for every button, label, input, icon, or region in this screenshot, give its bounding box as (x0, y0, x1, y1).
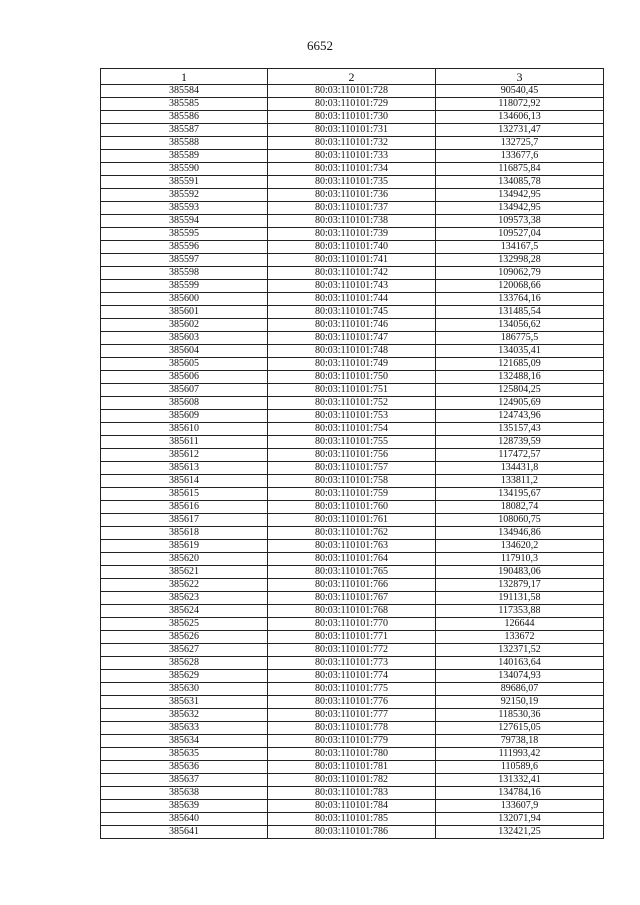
table-row (101, 358, 604, 371)
value-cell: 186775,5 (436, 332, 604, 345)
table-row (101, 449, 604, 462)
cadastral-number-cell: 80:03:110101:773 (268, 657, 436, 670)
column-header-1: 1 (101, 69, 268, 85)
table-row (101, 579, 604, 592)
table-row (101, 514, 604, 527)
value-cell: 116875,84 (436, 163, 604, 176)
value-cell: 132879,17 (436, 579, 604, 592)
row-number-cell: 385617 (101, 514, 268, 527)
table-row (101, 202, 604, 215)
row-number-cell: 385619 (101, 540, 268, 553)
table-row (101, 826, 604, 839)
cadastral-number-cell: 80:03:110101:766 (268, 579, 436, 592)
cadastral-number-cell: 80:03:110101:747 (268, 332, 436, 345)
row-number-cell: 385631 (101, 696, 268, 709)
value-cell: 134431,8 (436, 462, 604, 475)
cadastral-number-cell: 80:03:110101:777 (268, 709, 436, 722)
value-cell: 140163,64 (436, 657, 604, 670)
row-number-cell: 385620 (101, 553, 268, 566)
table-row (101, 384, 604, 397)
value-cell: 133811,2 (436, 475, 604, 488)
row-number-cell: 385618 (101, 527, 268, 540)
cadastral-number-cell: 80:03:110101:782 (268, 774, 436, 787)
row-number-cell: 385608 (101, 397, 268, 410)
row-number-cell: 385639 (101, 800, 268, 813)
value-cell: 111993,42 (436, 748, 604, 761)
table-row (101, 293, 604, 306)
table-row (101, 722, 604, 735)
value-cell: 134167,5 (436, 241, 604, 254)
value-cell: 125804,25 (436, 384, 604, 397)
value-cell: 134946,86 (436, 527, 604, 540)
cadastral-number-cell: 80:03:110101:731 (268, 124, 436, 137)
value-cell: 109527,04 (436, 228, 604, 241)
row-number-cell: 385590 (101, 163, 268, 176)
table-row (101, 215, 604, 228)
value-cell: 124905,69 (436, 397, 604, 410)
cadastral-number-cell: 80:03:110101:750 (268, 371, 436, 384)
value-cell: 133607,9 (436, 800, 604, 813)
cadastral-number-cell: 80:03:110101:786 (268, 826, 436, 839)
cadastral-number-cell: 80:03:110101:765 (268, 566, 436, 579)
row-number-cell: 385616 (101, 501, 268, 514)
row-number-cell: 385621 (101, 566, 268, 579)
row-number-cell: 385600 (101, 293, 268, 306)
value-cell: 90540,45 (436, 85, 604, 98)
table-row (101, 657, 604, 670)
table-row (101, 748, 604, 761)
table-row (101, 618, 604, 631)
value-cell: 132725,7 (436, 137, 604, 150)
value-cell: 109062,79 (436, 267, 604, 280)
table-row (101, 462, 604, 475)
table-body (101, 85, 604, 839)
cadastral-number-cell: 80:03:110101:757 (268, 462, 436, 475)
column-header-3: 3 (436, 69, 604, 85)
row-number-cell: 385596 (101, 241, 268, 254)
cadastral-number-cell: 80:03:110101:735 (268, 176, 436, 189)
row-number-cell: 385594 (101, 215, 268, 228)
cadastral-number-cell: 80:03:110101:733 (268, 150, 436, 163)
cadastral-number-cell: 80:03:110101:772 (268, 644, 436, 657)
table-row (101, 527, 604, 540)
row-number-cell: 385615 (101, 488, 268, 501)
table-row (101, 332, 604, 345)
table-row (101, 124, 604, 137)
cadastral-number-cell: 80:03:110101:771 (268, 631, 436, 644)
cadastral-number-cell: 80:03:110101:762 (268, 527, 436, 540)
row-number-cell: 385629 (101, 670, 268, 683)
page-number: 6652 (307, 38, 333, 53)
value-cell: 128739,59 (436, 436, 604, 449)
table-row (101, 800, 604, 813)
cadastral-number-cell: 80:03:110101:745 (268, 306, 436, 319)
row-number-cell: 385638 (101, 787, 268, 800)
cadastral-number-cell: 80:03:110101:776 (268, 696, 436, 709)
row-number-cell: 385613 (101, 462, 268, 475)
row-number-cell: 385593 (101, 202, 268, 215)
value-cell: 109573,38 (436, 215, 604, 228)
row-number-cell: 385623 (101, 592, 268, 605)
table-row (101, 540, 604, 553)
row-number-cell: 385595 (101, 228, 268, 241)
row-number-cell: 385587 (101, 124, 268, 137)
value-cell: 132071,94 (436, 813, 604, 826)
row-number-cell: 385606 (101, 371, 268, 384)
value-cell: 134195,67 (436, 488, 604, 501)
cadastral-number-cell: 80:03:110101:742 (268, 267, 436, 280)
value-cell: 127615,05 (436, 722, 604, 735)
table-row (101, 98, 604, 111)
header-row (101, 69, 604, 85)
table-row (101, 683, 604, 696)
value-cell: 79738,18 (436, 735, 604, 748)
row-number-cell: 385599 (101, 280, 268, 293)
cadastral-number-cell: 80:03:110101:779 (268, 735, 436, 748)
row-number-cell: 385592 (101, 189, 268, 202)
row-number-cell: 385627 (101, 644, 268, 657)
cadastral-number-cell: 80:03:110101:748 (268, 345, 436, 358)
row-number-cell: 385598 (101, 267, 268, 280)
value-cell: 118530,36 (436, 709, 604, 722)
value-cell: 117353,88 (436, 605, 604, 618)
row-number-cell: 385604 (101, 345, 268, 358)
value-cell: 134942,95 (436, 202, 604, 215)
value-cell: 134074,93 (436, 670, 604, 683)
cadastral-number-cell: 80:03:110101:767 (268, 592, 436, 605)
cadastral-number-cell: 80:03:110101:751 (268, 384, 436, 397)
table-row (101, 176, 604, 189)
value-cell: 134784,16 (436, 787, 604, 800)
value-cell: 133764,16 (436, 293, 604, 306)
value-cell: 89686,07 (436, 683, 604, 696)
value-cell: 131485,54 (436, 306, 604, 319)
cadastral-number-cell: 80:03:110101:734 (268, 163, 436, 176)
table-row (101, 774, 604, 787)
cadastral-number-cell: 80:03:110101:754 (268, 423, 436, 436)
row-number-cell: 385632 (101, 709, 268, 722)
table-row (101, 111, 604, 124)
table-row (101, 423, 604, 436)
table-row (101, 436, 604, 449)
row-number-cell: 385585 (101, 98, 268, 111)
table-row (101, 709, 604, 722)
value-cell: 134085,78 (436, 176, 604, 189)
cadastral-number-cell: 80:03:110101:778 (268, 722, 436, 735)
value-cell: 133672 (436, 631, 604, 644)
row-number-cell: 385597 (101, 254, 268, 267)
table-row (101, 319, 604, 332)
table-row (101, 150, 604, 163)
cadastral-number-cell: 80:03:110101:780 (268, 748, 436, 761)
cadastral-number-cell: 80:03:110101:737 (268, 202, 436, 215)
table-row (101, 735, 604, 748)
cadastral-number-cell: 80:03:110101:736 (268, 189, 436, 202)
row-number-cell: 385640 (101, 813, 268, 826)
row-number-cell: 385637 (101, 774, 268, 787)
table-row (101, 696, 604, 709)
value-cell: 124743,96 (436, 410, 604, 423)
cadastral-number-cell: 80:03:110101:770 (268, 618, 436, 631)
row-number-cell: 385610 (101, 423, 268, 436)
cadastral-number-cell: 80:03:110101:775 (268, 683, 436, 696)
table-row (101, 267, 604, 280)
row-number-cell: 385607 (101, 384, 268, 397)
cadastral-number-cell: 80:03:110101:729 (268, 98, 436, 111)
cadastral-number-cell: 80:03:110101:738 (268, 215, 436, 228)
row-number-cell: 385641 (101, 826, 268, 839)
cadastral-number-cell: 80:03:110101:781 (268, 761, 436, 774)
cadastral-number-cell: 80:03:110101:743 (268, 280, 436, 293)
table-row (101, 371, 604, 384)
table-row (101, 189, 604, 202)
value-cell: 92150,19 (436, 696, 604, 709)
value-cell: 135157,43 (436, 423, 604, 436)
value-cell: 132371,52 (436, 644, 604, 657)
row-number-cell: 385584 (101, 85, 268, 98)
table-row (101, 137, 604, 150)
table-row (101, 670, 604, 683)
value-cell: 191131,58 (436, 592, 604, 605)
value-cell: 134056,62 (436, 319, 604, 332)
cadastral-number-cell: 80:03:110101:740 (268, 241, 436, 254)
row-number-cell: 385588 (101, 137, 268, 150)
table-header (101, 69, 604, 85)
cadastral-number-cell: 80:03:110101:760 (268, 501, 436, 514)
value-cell: 190483,06 (436, 566, 604, 579)
row-number-cell: 385614 (101, 475, 268, 488)
cadastral-number-cell: 80:03:110101:783 (268, 787, 436, 800)
row-number-cell: 385605 (101, 358, 268, 371)
cadastral-number-cell: 80:03:110101:746 (268, 319, 436, 332)
table-row (101, 605, 604, 618)
row-number-cell: 385602 (101, 319, 268, 332)
value-cell: 126644 (436, 618, 604, 631)
row-number-cell: 385601 (101, 306, 268, 319)
cadastral-number-cell: 80:03:110101:758 (268, 475, 436, 488)
value-cell: 134942,95 (436, 189, 604, 202)
table-row (101, 163, 604, 176)
table-row (101, 241, 604, 254)
table-row (101, 254, 604, 267)
cadastral-number-cell: 80:03:110101:785 (268, 813, 436, 826)
value-cell: 108060,75 (436, 514, 604, 527)
table-row (101, 397, 604, 410)
cadastral-number-cell: 80:03:110101:764 (268, 553, 436, 566)
cadastral-number-cell: 80:03:110101:784 (268, 800, 436, 813)
table-row (101, 813, 604, 826)
row-number-cell: 385628 (101, 657, 268, 670)
cadastral-number-cell: 80:03:110101:744 (268, 293, 436, 306)
table-row (101, 85, 604, 98)
cadastral-number-cell: 80:03:110101:774 (268, 670, 436, 683)
table-row (101, 592, 604, 605)
value-cell: 132421,25 (436, 826, 604, 839)
column-header-2: 2 (268, 69, 436, 85)
row-number-cell: 385630 (101, 683, 268, 696)
row-number-cell: 385622 (101, 579, 268, 592)
table-row (101, 410, 604, 423)
table-row (101, 345, 604, 358)
value-cell: 134606,13 (436, 111, 604, 124)
table-row (101, 488, 604, 501)
value-cell: 133677,6 (436, 150, 604, 163)
table-row (101, 501, 604, 514)
value-cell: 117472,57 (436, 449, 604, 462)
value-cell: 121685,09 (436, 358, 604, 371)
data-table (100, 68, 604, 839)
value-cell: 117910,3 (436, 553, 604, 566)
cadastral-number-cell: 80:03:110101:749 (268, 358, 436, 371)
table-row (101, 280, 604, 293)
cadastral-number-cell: 80:03:110101:732 (268, 137, 436, 150)
cadastral-number-cell: 80:03:110101:759 (268, 488, 436, 501)
row-number-cell: 385625 (101, 618, 268, 631)
row-number-cell: 385612 (101, 449, 268, 462)
cadastral-number-cell: 80:03:110101:763 (268, 540, 436, 553)
table-row (101, 228, 604, 241)
table-row (101, 644, 604, 657)
value-cell: 118072,92 (436, 98, 604, 111)
row-number-cell: 385635 (101, 748, 268, 761)
cadastral-number-cell: 80:03:110101:756 (268, 449, 436, 462)
table-row (101, 566, 604, 579)
row-number-cell: 385603 (101, 332, 268, 345)
cadastral-number-cell: 80:03:110101:739 (268, 228, 436, 241)
cadastral-number-cell: 80:03:110101:755 (268, 436, 436, 449)
value-cell: 132488,16 (436, 371, 604, 384)
cadastral-number-cell: 80:03:110101:753 (268, 410, 436, 423)
row-number-cell: 385589 (101, 150, 268, 163)
value-cell: 134620,2 (436, 540, 604, 553)
row-number-cell: 385586 (101, 111, 268, 124)
table-row (101, 306, 604, 319)
cadastral-number-cell: 80:03:110101:730 (268, 111, 436, 124)
row-number-cell: 385591 (101, 176, 268, 189)
row-number-cell: 385624 (101, 605, 268, 618)
cadastral-number-cell: 80:03:110101:768 (268, 605, 436, 618)
table-row (101, 761, 604, 774)
table-row (101, 475, 604, 488)
row-number-cell: 385626 (101, 631, 268, 644)
table-row (101, 631, 604, 644)
value-cell: 120068,66 (436, 280, 604, 293)
row-number-cell: 385636 (101, 761, 268, 774)
cadastral-number-cell: 80:03:110101:752 (268, 397, 436, 410)
value-cell: 132998,28 (436, 254, 604, 267)
value-cell: 110589,6 (436, 761, 604, 774)
cadastral-number-cell: 80:03:110101:728 (268, 85, 436, 98)
table-row (101, 787, 604, 800)
value-cell: 18082,74 (436, 501, 604, 514)
value-cell: 134035,41 (436, 345, 604, 358)
table-row (101, 553, 604, 566)
row-number-cell: 385611 (101, 436, 268, 449)
value-cell: 131332,41 (436, 774, 604, 787)
cadastral-number-cell: 80:03:110101:741 (268, 254, 436, 267)
row-number-cell: 385609 (101, 410, 268, 423)
row-number-cell: 385633 (101, 722, 268, 735)
value-cell: 132731,47 (436, 124, 604, 137)
cadastral-number-cell: 80:03:110101:761 (268, 514, 436, 527)
row-number-cell: 385634 (101, 735, 268, 748)
